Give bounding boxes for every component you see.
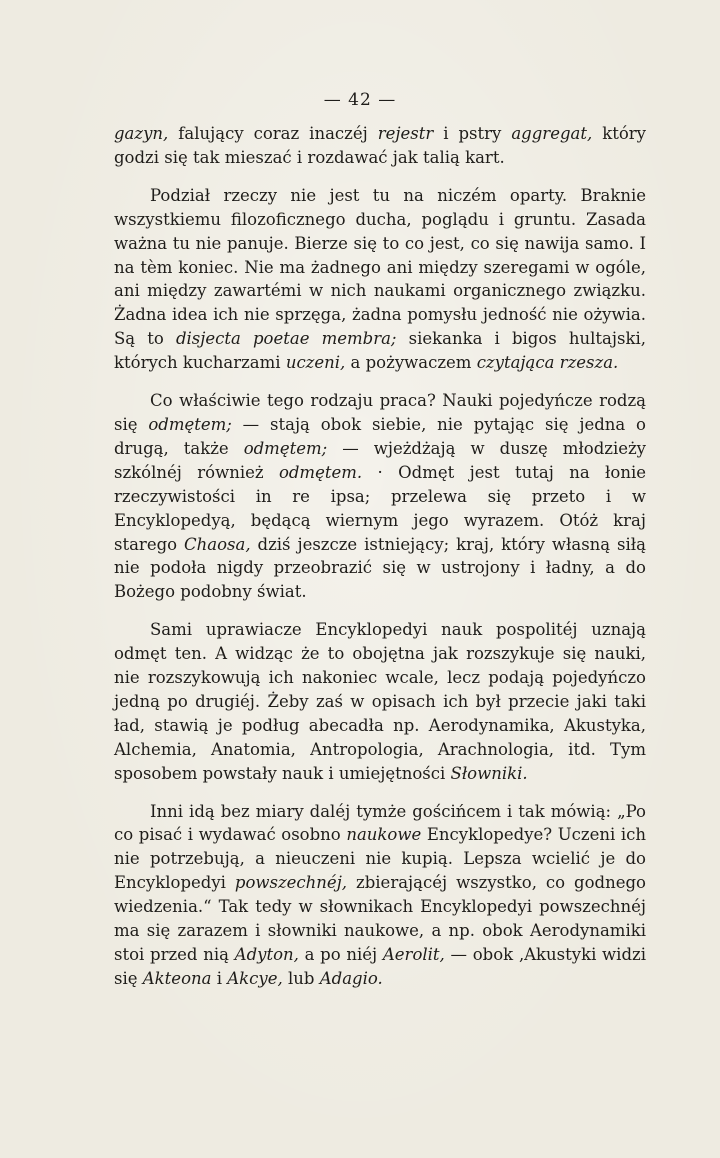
text-segment: Encyklopedye? Uczeni ich nie potrzebują, a nieuczeni nie kupią. Lepsza wcielić je do Encyklopedyi bbox=[114, 825, 646, 893]
italic-text: Akcye, bbox=[227, 968, 283, 988]
italic-text: Aerolit, bbox=[382, 945, 445, 964]
paragraph bbox=[114, 389, 646, 604]
text-segment: który godzi się tak mieszać i rozdawać jak talią kart. bbox=[114, 124, 646, 167]
italic-text: odmętem. bbox=[278, 462, 363, 482]
italic-text: odmętem; bbox=[148, 414, 232, 434]
italic-text: odmętem; bbox=[243, 438, 328, 458]
page-number: — 42 — bbox=[323, 90, 397, 110]
italic-text: uczeni, bbox=[285, 353, 346, 373]
text-segment: siekanka i bigos hultajski, których kucharzami bbox=[114, 329, 646, 373]
text-segment: lub bbox=[282, 968, 320, 988]
text-segment: falujący coraz inaczéj bbox=[168, 124, 378, 143]
italic-text: rejestr bbox=[377, 124, 434, 143]
italic-text: disjecta poetae membra; bbox=[175, 329, 397, 349]
text-segment: — wjeżdżają w duszę młodzieży szkólnéj również bbox=[114, 438, 646, 482]
paragraph bbox=[114, 122, 646, 170]
italic-text: czytająca rzesza. bbox=[476, 353, 619, 373]
italic-text: powszechnéj, bbox=[234, 873, 348, 893]
body-text bbox=[114, 122, 646, 1005]
text-segment: i bbox=[211, 968, 228, 988]
italic-text: Akteona bbox=[142, 968, 212, 988]
text-segment: · Odmęt jest tutaj na łonie rzeczywistości in re ipsa; przelewa się przeto i w Encyklopedyą, będącą wiernym jego wyrazem. Otóż kraj starego bbox=[114, 462, 646, 554]
italic-text: aggregat, bbox=[511, 124, 593, 143]
text-segment: a po niéj bbox=[298, 945, 383, 964]
italic-text: Chaosa, bbox=[184, 534, 251, 554]
italic-text: Słowniki. bbox=[450, 763, 528, 783]
text-segment: Sami uprawiacze Encyklopedyi nauk pospolitéj uznają odmęt ten. A widząc że to obojętna jak rozszykuje się nauki, nie rozszykowują ich nakoniec wcale, lecz podają pojedyńczo jedną po drugiéj. Żeby zaś w opisach ich był przecie jaki taki ład, stawią je podług abecadła np. Aerodynamika, Akustyka, Alchemia, Anatomia, Antropologia, Arachnologia, itd. Tym sposobem powstały nauk i umiejętności bbox=[114, 620, 646, 783]
italic-text: Adyton, bbox=[234, 945, 299, 964]
text-segment: dziś jeszcze istniejący; kraj, który własną siłą nie podoła nigdy przeobrazić się w ustrojony i ładny, a do Bożego podobny świat. bbox=[114, 534, 646, 602]
text-segment: zbierającéj wszystko, co godnego wiedzenia.“ Tak tedy w słownikach Encyklopedyi powszechnéj ma się zarazem i słowniki naukowe, a np. obok Aerodynamiki stoi przed nią bbox=[114, 873, 646, 964]
text-segment: Podział rzeczy nie jest tu na niczém oparty. Braknie wszystkiemu filozoficznego ducha, poglądu i gruntu. Zasada ważna tu nie panuje. Bierze się to co jest, co się nawija samo. I na tèm koniec. Nie ma żadnego ani między szeregami w ogóle, ani między zawartémi w nich naukami organicznego związku. Żadna idea ich nie sprzęga, żadna pomysłu jedność nie ożywia. Są to bbox=[114, 185, 646, 349]
paragraph bbox=[114, 184, 646, 375]
text-segment: i pstry bbox=[433, 124, 512, 143]
text-segment: a pożywaczem bbox=[345, 353, 477, 373]
paragraph bbox=[114, 618, 646, 785]
paragraph bbox=[114, 800, 646, 991]
italic-text: naukowe bbox=[346, 825, 422, 845]
text-segment: Co właściwie tego rodzaju praca? Nauki pojedyńcze rodzą się bbox=[114, 391, 646, 434]
italic-text: gazyn, bbox=[114, 124, 169, 143]
text-segment: — obok ‚Akustyki widzi się bbox=[114, 945, 646, 988]
text-segment: — stają obok siebie, nie pytając się jedna o drugą, także bbox=[114, 414, 646, 458]
italic-text: Adagio. bbox=[319, 968, 383, 988]
text-segment: Inni idą bez miary daléj tymże gościńcem i tak mówią: „Po co pisać i wydawać osobno bbox=[114, 801, 646, 845]
